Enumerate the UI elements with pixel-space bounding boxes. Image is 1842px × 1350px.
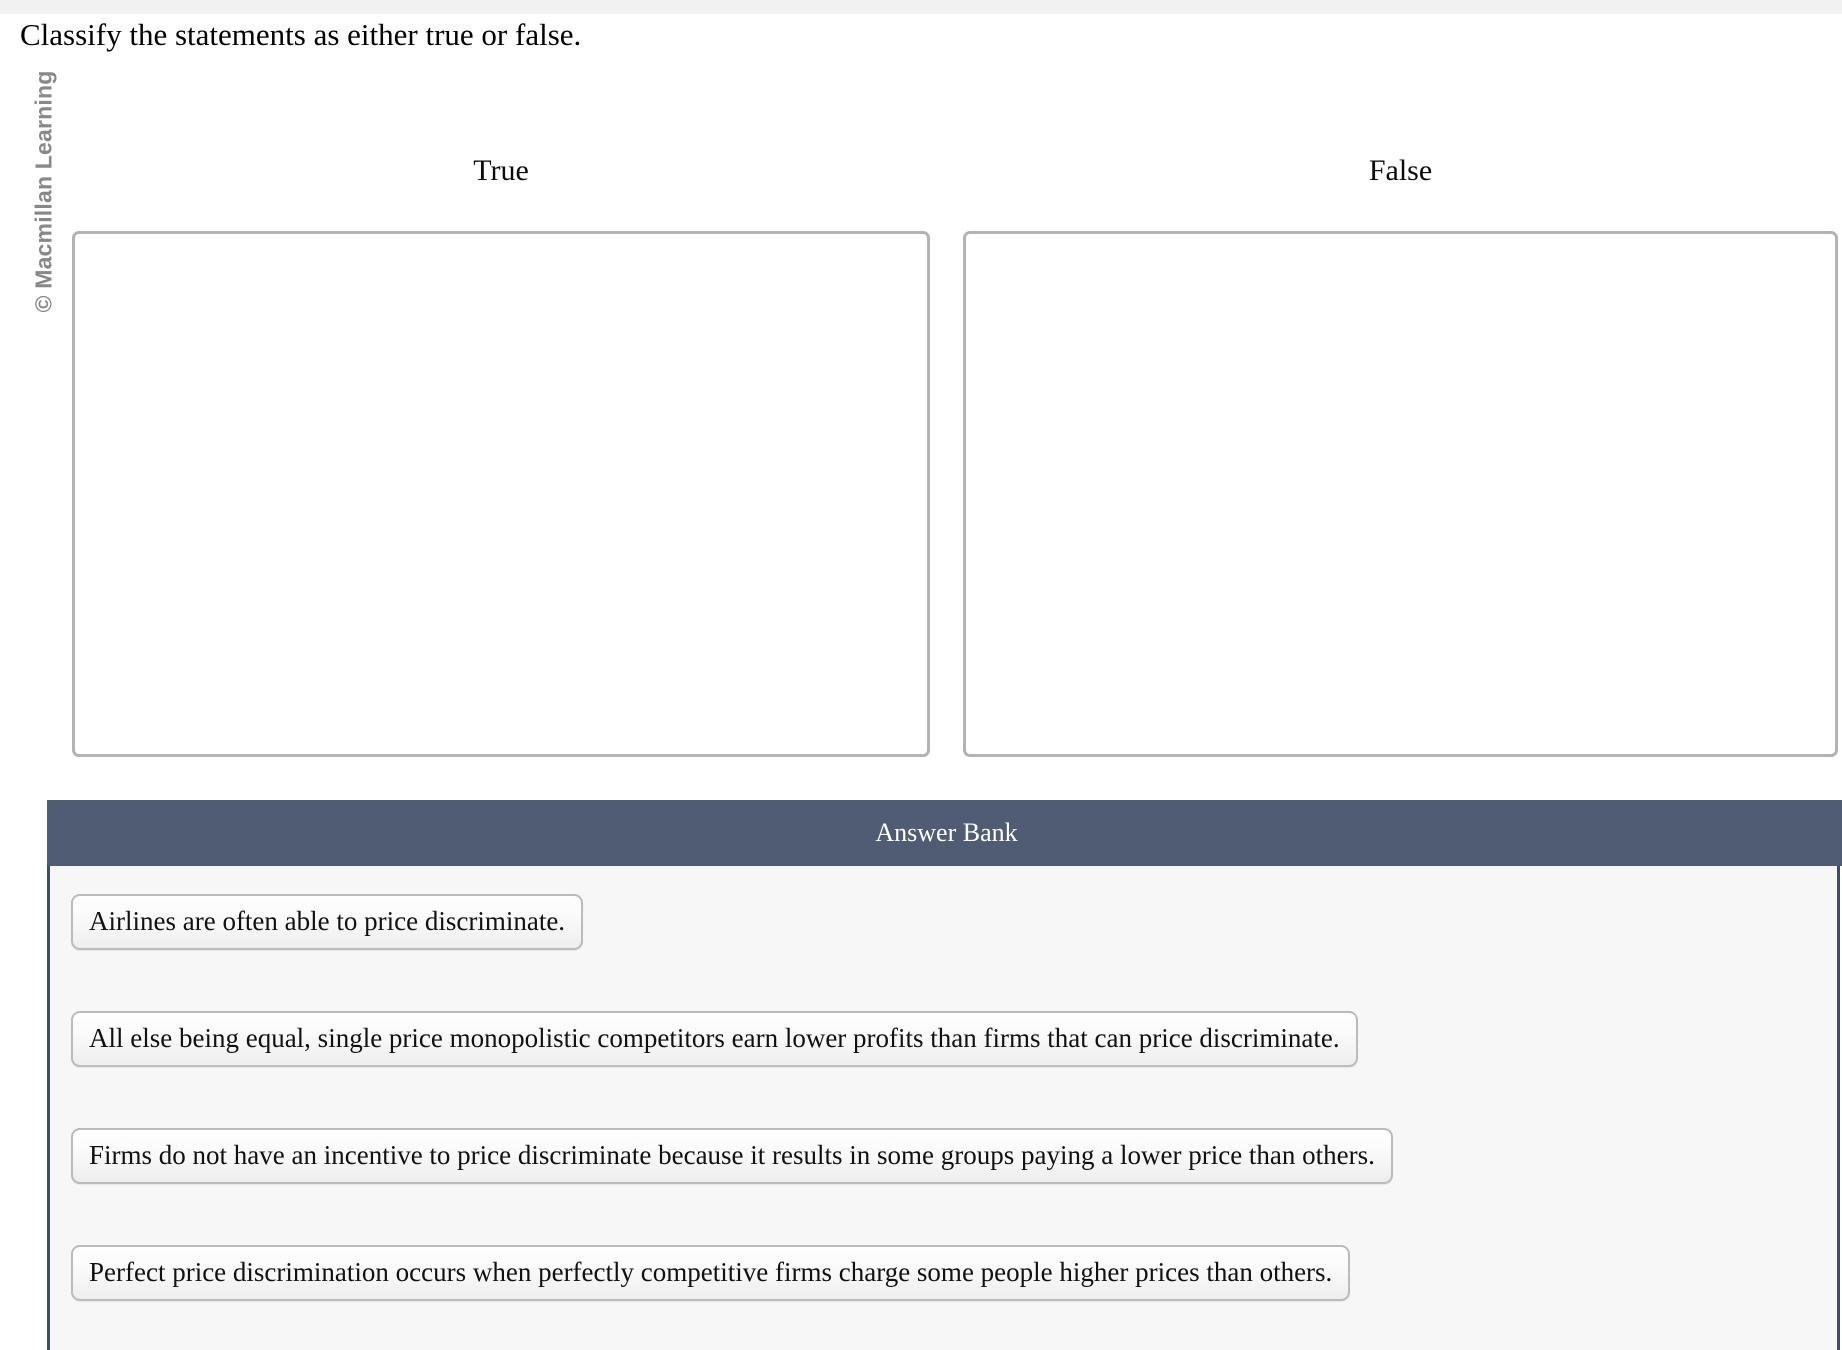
list-item <box>71 894 1837 1011</box>
answer-chip[interactable]: Perfect price discrimination occurs when perfectly competitive firms charge some people higher prices than others. <box>71 1245 1350 1301</box>
answer-bank <box>47 800 1840 1350</box>
answer-bank-title: Answer Bank <box>47 800 1842 866</box>
list-item <box>71 1011 1837 1128</box>
answer-bank-body <box>50 866 1837 1350</box>
dropzone-false[interactable] <box>963 231 1838 757</box>
top-strip <box>0 0 1842 14</box>
answer-chip[interactable]: All else being equal, single price monopolistic competitors earn lower profits than firms that can price discriminate. <box>71 1011 1358 1067</box>
dropzone-true[interactable] <box>72 231 930 757</box>
answer-chip[interactable]: Firms do not have an incentive to price discriminate because it results in some groups paying a lower price than others. <box>71 1128 1393 1184</box>
macmillan-learning-watermark: © Macmillan Learning <box>30 70 57 313</box>
list-item <box>71 1128 1837 1245</box>
list-item <box>71 1245 1837 1301</box>
dropzone-label-true: True <box>473 154 529 187</box>
dropzone-label-false: False <box>1368 154 1433 187</box>
answer-chip[interactable]: Airlines are often able to price discriminate. <box>71 894 583 950</box>
page-title: Classify the statements as either true or false. <box>20 17 582 52</box>
